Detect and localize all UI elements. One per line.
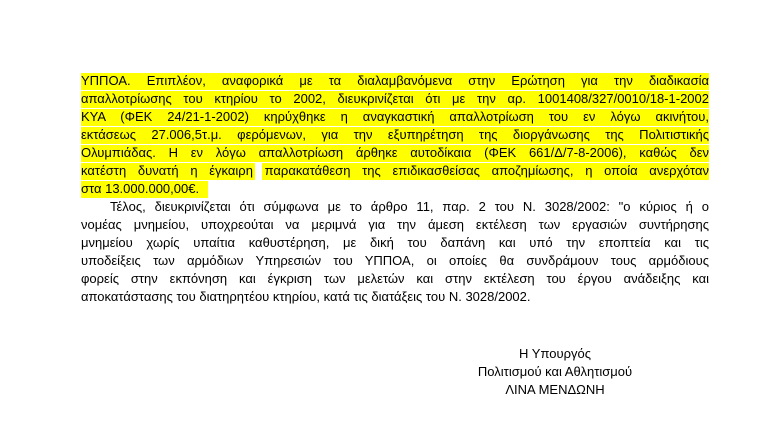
paragraph-1-line: ΚΥΑ (ΦΕΚ 24/21-1-2002) κηρύχθηκε η αναγκαστική απαλλοτρίωση του εν λόγω ακινήτου, xyxy=(81,109,709,124)
signature-ministry: Πολιτισμού και Αθλητισμού xyxy=(477,364,633,379)
signature-name: ΛΙΝΑ ΜΕΝΔΩΝΗ xyxy=(505,382,605,397)
paragraph-2-line: φορείς στην εκπόνηση και έγκριση των μελετών και στην εκτέλεση του έργου ανάδειξης και xyxy=(81,271,709,286)
paragraph-1-line: στα 13.000.000,00€. xyxy=(81,181,200,196)
paragraph-1-line: Ολυμπιάδας. Η εν λόγω απαλλοτρίωση άρθηκε αυτοδίκαια (ΦΕΚ 661/Δ/7-8-2006), καθώς δεν xyxy=(81,145,709,160)
paragraph-1-line: ΥΠΠΟΑ. Επιπλέον, αναφορικά με τα διαλαμβανόμενα στην Ερώτηση για την διαδικασία xyxy=(81,73,709,88)
paragraph-2-line: αποκατάστασης του διατηρητέου κτηρίου, κατά τις διατάξεις του Ν. 3028/2002. xyxy=(81,289,531,304)
paragraph-2-line: υποδείξεις των αρμόδιων Υπηρεσιών του ΥΠΠΟΑ, οι οποίες θα συνδράμουν τους αρμόδιους xyxy=(81,253,709,268)
paragraph-1-line: εκτάσεως 27.006,5τ.μ. φερόμενων, για την εξυπηρέτηση της διοργάνωσης της Πολιτιστικής xyxy=(81,127,709,142)
paragraph-2-line: νομέας μνημείου, υποχρεούται να μεριμνά για την άμεση εκτέλεση των εργασιών συντήρησης xyxy=(81,217,709,232)
paragraph-1-line: απαλλοτρίωσης του κτηρίου το 2002, διευκρινίζεται ότι με την αρ. 1001408/327/0010/18-1-2002 xyxy=(81,91,709,106)
paragraph-2-line: μνημείου χωρίς υπαίτια καθυστέρηση, με δική του δαπάνη και υπό την εποπτεία και τις xyxy=(81,235,709,250)
paragraph-2-line: Τέλος, διευκρινίζεται ότι σύμφωνα με το άρθρο 11, παρ. 2 του Ν. 3028/2002: "ο κύριος ή ο xyxy=(110,199,709,214)
signature-role: Η Υπουργός xyxy=(519,346,591,361)
paragraph-1-line: κατέστη δυνατή η έγκαιρη παρακατάθεση της επιδικασθείσας αποζημίωσης, η οποία ανερχόταν xyxy=(81,163,709,178)
